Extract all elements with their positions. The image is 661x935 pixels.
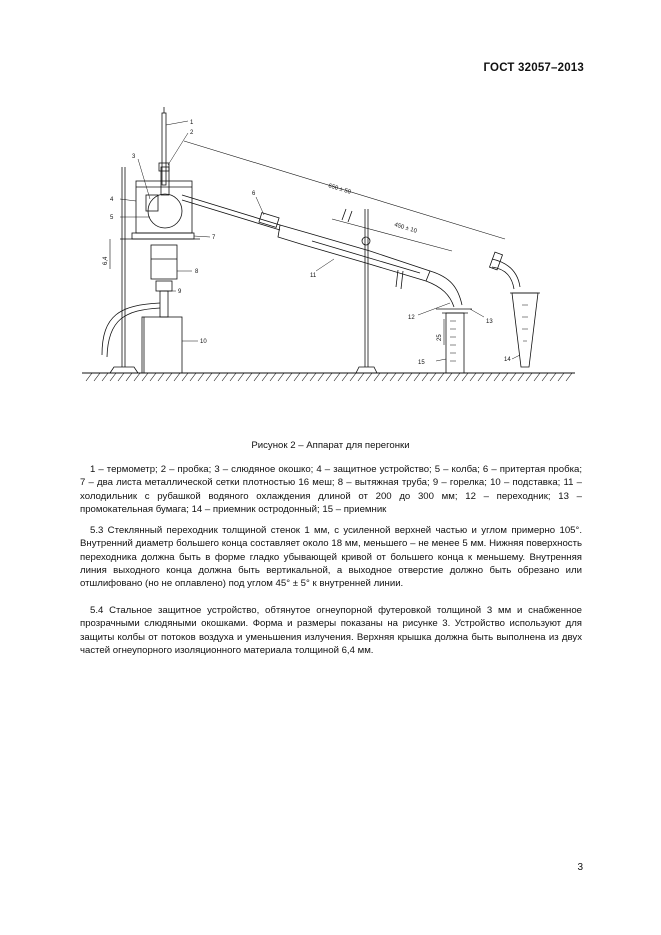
callout-9: 9: [178, 289, 182, 295]
figure-caption: Рисунок 2 – Аппарат для перегонки: [251, 440, 410, 451]
paragraph-5-3: 5.3 Стеклянный переходник толщиной стенок 1 мм, с усиленной верхней частью и углом примерно 105°. Внутренний диаметр большего конца составляет около 18 мм, меньшего – не менее 5 мм. Нижняя поверхность переходника должна быть в форме гладко убывающей кривой от большего конца к меньшему. Внутренняя линия выходного конца должна быть вертикальной, а выходное отверстие должно быть обрезано или отшлифовано (но не оплавлено) под углом 45° ± 5° к внутренней линии.: [80, 525, 582, 590]
callout-13: 13: [486, 319, 493, 325]
floor-hatching: [86, 373, 572, 381]
standard-code: ГОСТ 32057–2013: [483, 62, 584, 74]
callout-10: 10: [200, 339, 207, 345]
callout-3: 3: [132, 154, 136, 160]
paragraph-5-4: 5.4 Стальное защитное устройство, обтянутое огнеупорной футеровкой толщиной 3 мм и снабженное прозрачными слюдяными окошками. Форма и размеры показаны на рисунке 3. Устройство используют для защиты колбы от потоков воздуха и уменьшения излучения. Верхняя крышка должна быть выполнена из двух частей огнеупорного изоляционного материала толщиной 6,4 мм.: [80, 605, 582, 656]
callout-7: 7: [212, 235, 216, 241]
dimension-height-label: 6,4: [103, 256, 109, 265]
callout-4: 4: [110, 197, 114, 203]
callout-15: 15: [418, 360, 425, 366]
callout-8: 8: [195, 269, 199, 275]
apparatus-drawing: [80, 105, 580, 390]
distillation-apparatus-figure: [80, 105, 580, 390]
dimension-receiver-label: 25: [437, 334, 443, 341]
callout-6: 6: [252, 191, 256, 197]
dimension-short-label: 450 ± 10: [393, 222, 418, 235]
dimension-long-label: 650 ± 50: [327, 183, 352, 196]
page-number: 3: [577, 862, 583, 873]
callout-14: 14: [504, 357, 511, 363]
callout-5: 5: [110, 215, 114, 221]
callout-1: 1: [190, 120, 194, 126]
figure-legend: 1 – термометр; 2 – пробка; 3 – слюдяное окошко; 4 – защитное устройство; 5 – колба; 6 – притертая пробка; 7 – два листа металлической сетки плотностью 16 меш; 8 – вытяжная труба; 9 – горелка; 10 – подставка; 11 – холодильник с рубашкой водяного охлаждения длиной от 200 до 300 мм; 12 – переходник; 13 – промокательная бумага; 14 – приемник остродонный; 15 – приемник: [80, 464, 582, 516]
callout-12: 12: [408, 315, 415, 321]
callout-11: 11: [310, 273, 317, 279]
callout-2: 2: [190, 130, 194, 136]
